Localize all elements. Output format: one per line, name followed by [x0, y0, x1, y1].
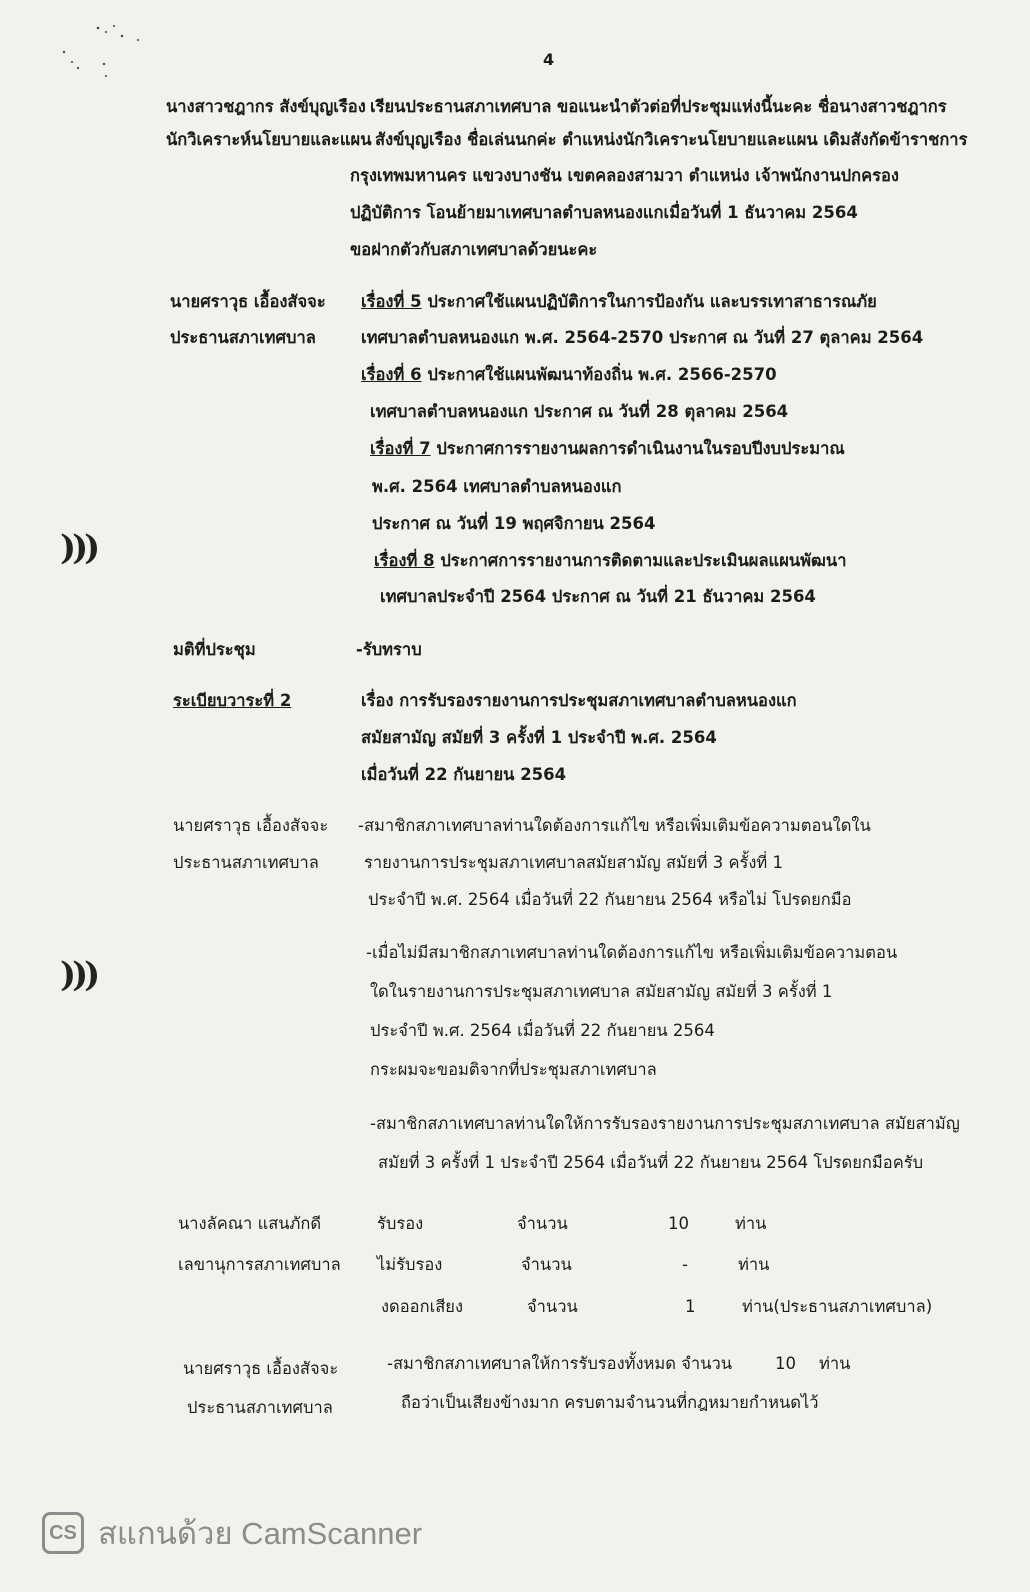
item-label: เรื่องที่ 8: [374, 551, 435, 570]
agenda-title-line: เรื่อง การรับรองรายงานการประชุมสภาเทศบาลตำบลหนองแก: [361, 691, 797, 710]
announcement-item-8: [374, 550, 846, 572]
speaker-name: นายศราวุธ เอื้องสัจจะ: [170, 292, 326, 311]
announcement-item-6: [361, 364, 777, 386]
paragraph-line: -สมาชิกสภาเทศบาลท่านใดให้การรับรองรายงานการประชุมสภาเทศบาล สมัยสามัญ: [370, 1114, 960, 1133]
speaker-name: นายศราวุธ เอื้องสัจจะ: [173, 816, 329, 835]
margin-mark: ))): [60, 955, 97, 995]
item-text: ประกาศการรายงานผลการดำเนินงานในรอบปีงบประมาณ: [436, 439, 845, 458]
item-label: เรื่องที่ 5: [361, 292, 422, 311]
paragraph-line: ประจำปี พ.ศ. 2564 เมื่อวันที่ 22 กันยายน 2564 หรือไม่ โปรดยกมือ: [368, 890, 852, 909]
speaker-name: นายศราวุธ เอื้องสัจจะ: [183, 1359, 339, 1378]
item-text: ประกาศการรายงานการติดตามและประเมินผลแผนพัฒนา: [440, 551, 847, 570]
speaker-title: ประธานสภาเทศบาล: [170, 328, 316, 347]
paragraph-line: เทศบาลประจำปี 2564 ประกาศ ณ วันที่ 21 ธันวาคม 2564: [380, 587, 816, 606]
vote-unit: ท่าน: [738, 1255, 770, 1274]
paragraph-line: กรุงเทพมหานคร แขวงบางชัน เขตคลองสามวา ตำแหน่ง เจ้าพนักงานปกครอง: [350, 166, 899, 185]
scan-speckles: [58, 18, 148, 88]
agenda-title-line: เมื่อวันที่ 22 กันยายน 2564: [361, 765, 567, 784]
speaker-name: นางลัคณา แสนภักดี: [178, 1214, 322, 1233]
speaker-title: เลขานุการสภาเทศบาล: [178, 1255, 341, 1274]
paragraph-line: เรียนประธานสภาเทศบาล ขอแนะนำตัวต่อที่ประชุมแห่งนี้นะคะ ชื่อนางสาวชฎากร: [370, 97, 947, 116]
vote-label: จำนวน: [521, 1255, 572, 1274]
paragraph-line: เทศบาลตำบลหนองแก ประกาศ ณ วันที่ 28 ตุลาคม 2564: [370, 402, 789, 421]
vote-count: -: [682, 1255, 688, 1274]
resolution-text: -รับทราบ: [356, 640, 422, 659]
paragraph-line: กระผมจะขอมติจากที่ประชุมสภาเทศบาล: [370, 1060, 657, 1079]
speaker-name: นางสาวชฎากร สังข์บุญเรือง: [166, 97, 366, 116]
vote-label: จำนวน: [517, 1214, 568, 1233]
paragraph-line: ประจำปี พ.ศ. 2564 เมื่อวันที่ 22 กันยายน 2564: [370, 1021, 715, 1040]
vote-type: งดออกเสียง: [381, 1297, 464, 1316]
vote-unit: ท่าน(ประธานสภาเทศบาล): [742, 1297, 933, 1316]
paragraph-line: สมัยที่ 3 ครั้งที่ 1 ประจำปี 2564 เมื่อวันที่ 22 กันยายน 2564 โปรดยกมือครับ: [378, 1153, 924, 1172]
item-text: ประกาศใช้แผนปฏิบัติการในการป้องกัน และบรรเทาสาธารณภัย: [427, 292, 877, 311]
item-label: เรื่องที่ 7: [370, 439, 431, 458]
paragraph-line: สังข์บุญเรือง ชื่อเล่นนกค่ะ ตำแหน่งนักวิเคราะนโยบายและแผน เดิมสังกัดข้าราชการ: [375, 130, 968, 149]
speaker-title: ประธานสภาเทศบาล: [187, 1398, 333, 1417]
paragraph-line: -เมื่อไม่มีสมาชิกสภาเทศบาลท่านใดต้องการแก้ไข หรือเพิ่มเติมข้อความตอน: [366, 943, 898, 962]
agenda-label: ระเบียบวาระที่ 2: [173, 691, 292, 710]
vote-total: 10: [775, 1354, 796, 1373]
speaker-title: นักวิเคราะห์นโยบายและแผน: [166, 130, 372, 149]
vote-label: จำนวน: [527, 1297, 578, 1316]
vote-count: 1: [685, 1297, 696, 1316]
item-label: เรื่องที่ 6: [361, 365, 422, 384]
margin-mark: ))): [60, 528, 97, 568]
paragraph-line: ขอฝากตัวกับสภาเทศบาลด้วยนะคะ: [350, 240, 598, 259]
paragraph-line: ปฏิบัติการ โอนย้ายมาเทศบาลตำบลหนองแกเมื่อวันที่ 1 ธันวาคม 2564: [350, 203, 858, 222]
paragraph-line: รายงานการประชุมสภาเทศบาลสมัยสามัญ สมัยที่ 3 ครั้งที่ 1: [364, 853, 784, 872]
vote-count: 10: [668, 1214, 689, 1233]
item-text: ประกาศใช้แผนพัฒนาท้องถิ่น พ.ศ. 2566-2570: [427, 365, 777, 384]
paragraph-line: ประกาศ ณ วันที่ 19 พฤศจิกายน 2564: [372, 514, 656, 533]
resolution-label: มติที่ประชุม: [173, 640, 256, 659]
paragraph-line: -สมาชิกสภาเทศบาลท่านใดต้องการแก้ไข หรือเพิ่มเติมข้อความตอนใดใน: [358, 816, 871, 835]
vote-unit: ท่าน: [819, 1354, 851, 1373]
vote-type: รับรอง: [377, 1214, 424, 1233]
paragraph-line: เทศบาลตำบลหนองแก พ.ศ. 2564-2570 ประกาศ ณ วันที่ 27 ตุลาคม 2564: [361, 328, 924, 347]
paragraph-line: ถือว่าเป็นเสียงข้างมาก ครบตามจำนวนที่กฎหมายกำหนดไว้: [401, 1393, 819, 1412]
paragraph-line: -สมาชิกสภาเทศบาลให้การรับรองทั้งหมด จำนวน: [387, 1354, 733, 1373]
camscanner-watermark: [42, 1508, 422, 1558]
page-number: 4: [543, 50, 555, 69]
vote-type: ไม่รับรอง: [377, 1255, 443, 1274]
announcement-item-7: [370, 438, 845, 460]
camscanner-logo-icon: CS: [42, 1512, 84, 1554]
watermark-text: สแกนด้วย CamScanner: [98, 1516, 423, 1551]
paragraph-line: พ.ศ. 2564 เทศบาลตำบลหนองแก: [372, 477, 622, 496]
vote-unit: ท่าน: [735, 1214, 767, 1233]
paragraph-line: ใดในรายงานการประชุมสภาเทศบาล สมัยสามัญ สมัยที่ 3 ครั้งที่ 1: [370, 982, 833, 1001]
speaker-title: ประธานสภาเทศบาล: [173, 853, 319, 872]
announcement-item-5: [361, 291, 877, 313]
agenda-title-line: สมัยสามัญ สมัยที่ 3 ครั้งที่ 1 ประจำปี พ.ศ. 2564: [361, 728, 717, 747]
